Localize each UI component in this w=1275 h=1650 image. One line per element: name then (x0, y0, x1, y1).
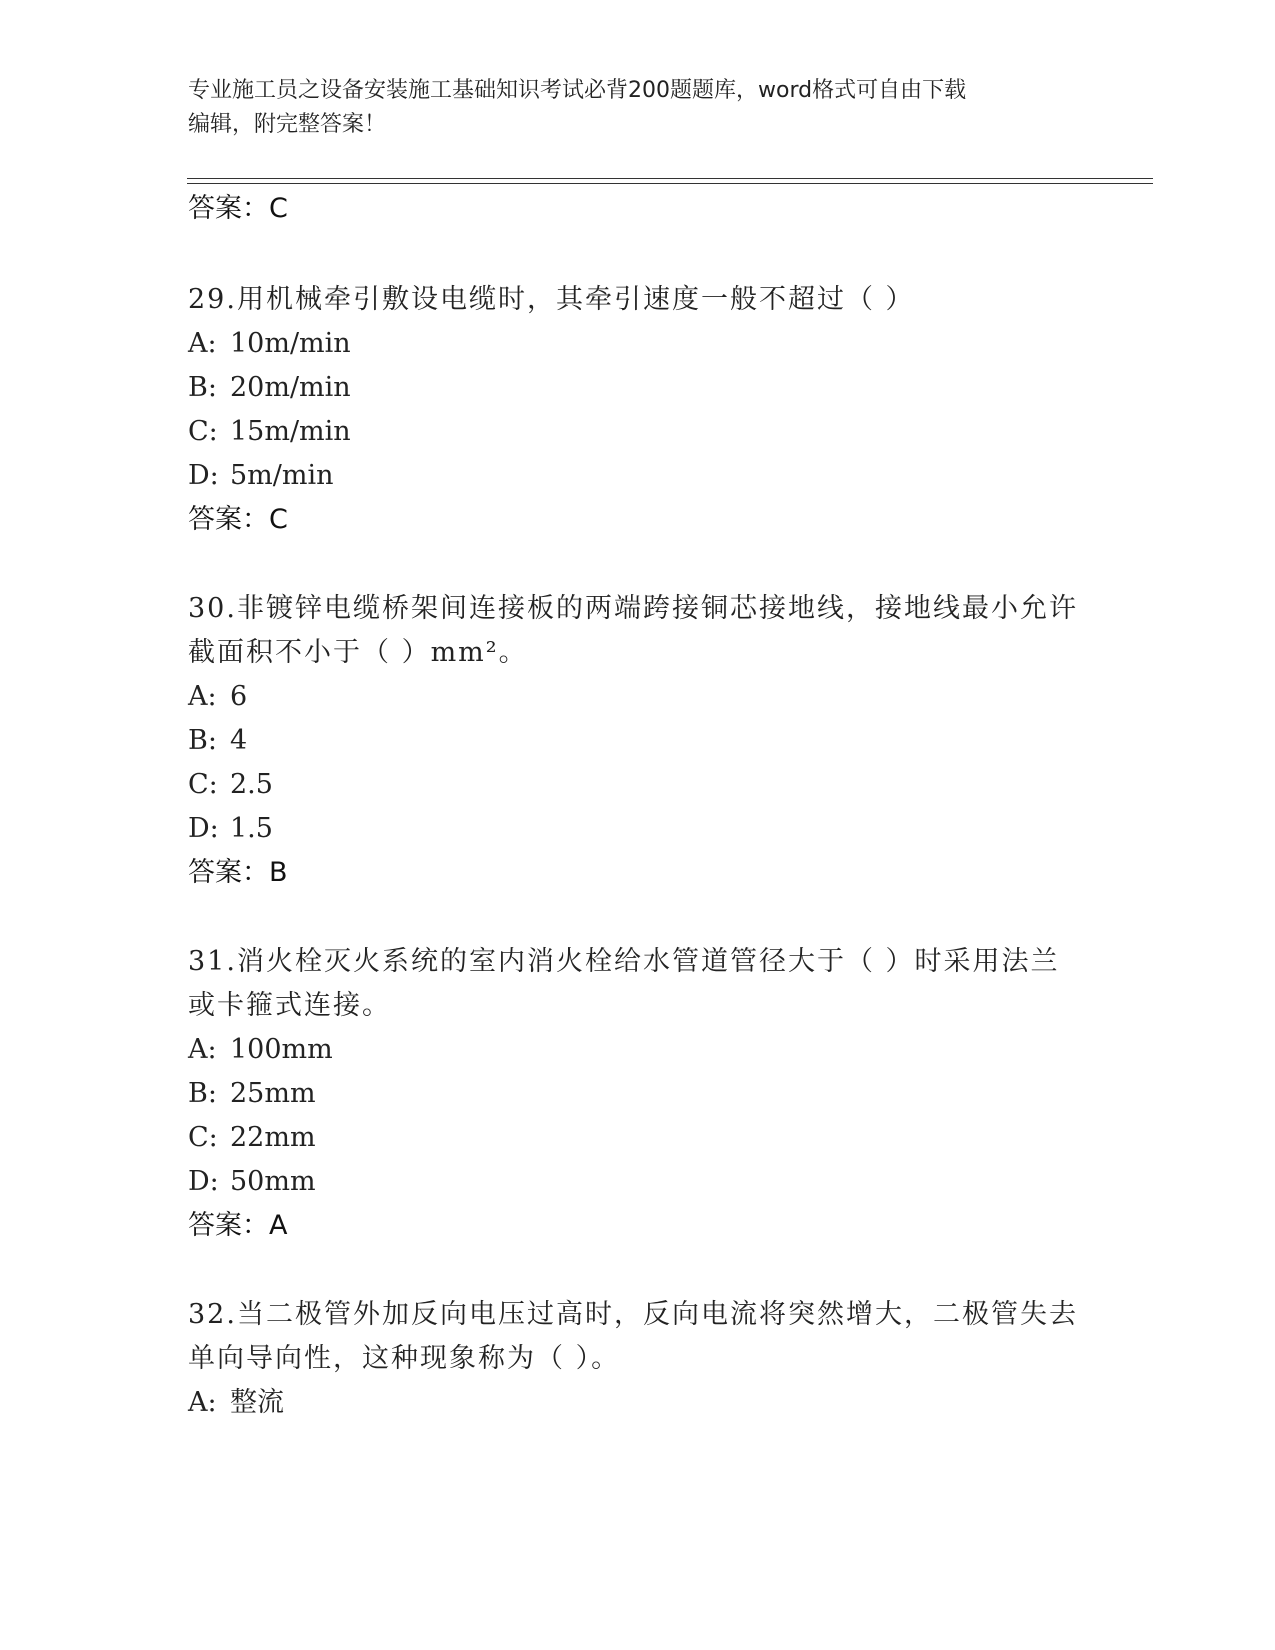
answer-31: 答案：A (188, 1210, 288, 1241)
option-label: B: (188, 372, 217, 403)
option-text: 6 (230, 681, 248, 712)
option-text: 整流 (230, 1387, 284, 1418)
question-29-line-1: 29.用机械牵引敷设电缆时，其牵引速度一般不超过（ ） (188, 284, 915, 315)
option-label: D: (188, 1166, 219, 1197)
question-32-line-2: 单向导向性，这种现象称为（ ）。 (188, 1343, 621, 1374)
question-29-option-c (188, 415, 351, 449)
question-30-line-1: 30.非镀锌电缆桥架间连接板的两端跨接铜芯接地线，接地线最小允许 (188, 593, 1078, 624)
header-rule-bottom (187, 183, 1153, 184)
answer-29: 答案：C (188, 504, 288, 535)
question-31-option-a (188, 1033, 333, 1067)
header-line-1: 专业施工员之设备安装施工基础知识考试必背200题题库，word格式可自由下载 (188, 78, 967, 103)
option-text: 22mm (230, 1122, 316, 1153)
option-label: C: (188, 769, 218, 800)
question-32-line-1: 32.当二极管外加反向电压过高时，反向电流将突然增大，二极管失去 (188, 1299, 1078, 1330)
question-30-option-b (188, 724, 247, 758)
option-text: 4 (230, 725, 248, 756)
question-31-line-1: 31.消火栓灭火系统的室内消火栓给水管道管径大于（ ）时采用法兰 (188, 946, 1060, 977)
option-label: B: (188, 1078, 217, 1109)
option-label: C: (188, 416, 218, 447)
question-31-line-2: 或卡箍式连接。 (188, 990, 391, 1021)
option-label: B: (188, 725, 217, 756)
option-text: 100mm (230, 1034, 333, 1065)
question-30-option-c (188, 768, 273, 802)
option-text: 50mm (230, 1166, 316, 1197)
question-30-option-d (188, 812, 273, 846)
question-31-option-c (188, 1121, 316, 1155)
question-29-option-d (188, 459, 334, 493)
header-rule-top (187, 178, 1153, 179)
option-text: 2.5 (230, 769, 273, 800)
question-30-line-2: 截面积不小于（ ）mm²。 (188, 637, 528, 668)
option-text: 5m/min (230, 460, 334, 491)
option-label: A: (188, 1034, 217, 1065)
option-label: C: (188, 1122, 218, 1153)
question-29-option-a (188, 327, 351, 361)
option-text: 1.5 (230, 813, 273, 844)
page-header (188, 74, 1088, 142)
option-text: 15m/min (230, 416, 351, 447)
option-label: D: (188, 813, 219, 844)
option-label: D: (188, 460, 219, 491)
question-30-option-a (188, 680, 247, 714)
option-text: 20m/min (230, 372, 351, 403)
question-31-option-b (188, 1077, 316, 1111)
answer-30: 答案：B (188, 857, 288, 888)
question-31-option-d (188, 1165, 316, 1199)
question-32-option-a (188, 1386, 284, 1420)
option-text: 10m/min (230, 328, 351, 359)
answer-28: 答案：C (188, 193, 288, 224)
option-text: 25mm (230, 1078, 316, 1109)
option-label: A: (188, 681, 217, 712)
option-label: A: (188, 1387, 217, 1418)
question-29-option-b (188, 371, 351, 405)
header-line-2: 编辑，附完整答案！ (188, 112, 387, 137)
option-label: A: (188, 328, 217, 359)
